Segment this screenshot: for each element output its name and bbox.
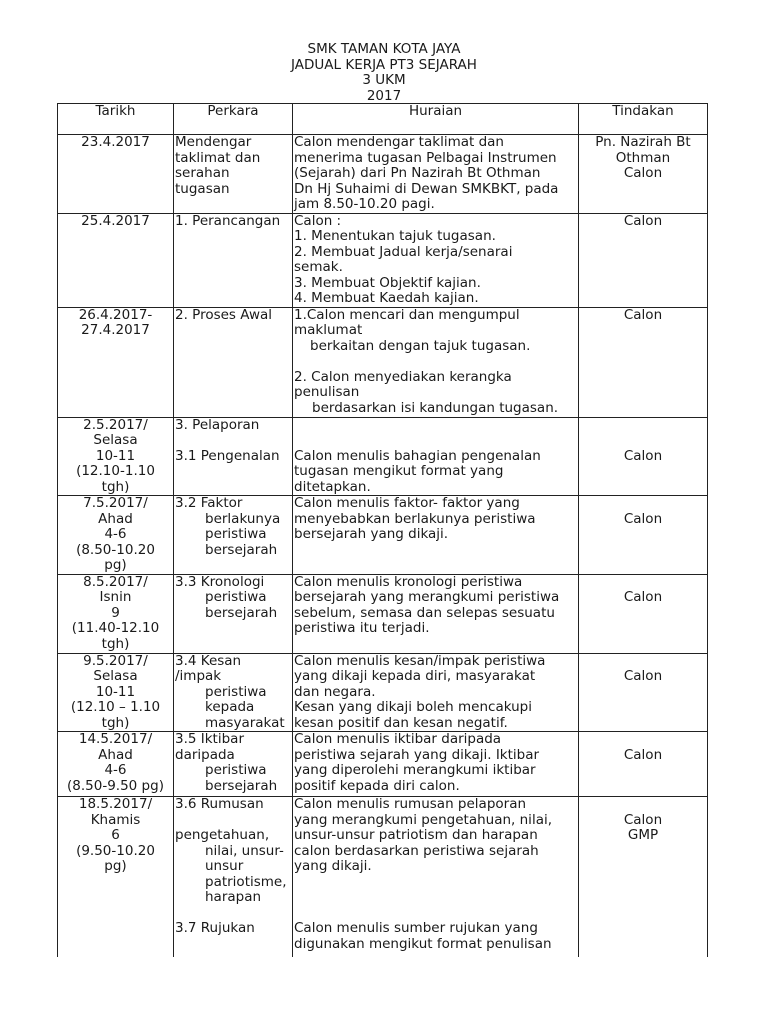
cell-tarikh: 25.4.2017	[58, 213, 174, 307]
cell-huraian: Calon mendengar taklimat dan menerima tugasan Pelbagai Instrumen (Sejarah) dari Pn Nazirah Bt Othman Dn Hj Suhaimi di Dewan SMKBKT, pada jam 8.50-10.20 pagi.	[293, 135, 579, 214]
cell-tarikh: 23.4.2017	[58, 135, 174, 214]
cell-huraian: Calon : 1. Menentukan tajuk tugasan. 2. Membuat Jadual kerja/senarai semak. 3. Membuat Objektif kajian. 4. Membuat Kaedah kajian.	[293, 213, 579, 307]
year-label: 2017	[366, 87, 402, 104]
table-row	[58, 417, 708, 496]
table-row	[58, 653, 708, 732]
document-title: JADUAL KERJA PT3 SEJARAH	[291, 56, 477, 73]
cell-tindakan: Calon	[579, 653, 708, 732]
table-row	[58, 307, 708, 417]
cell-perkara: 1. Perancangan	[174, 213, 293, 307]
cell-tarikh: 9.5.2017/ Selasa 10-11 (12.10 – 1.10 tgh)	[58, 653, 174, 732]
cell-tarikh: 18.5.2017/ Khamis 6 (9.50-10.20 pg)	[58, 797, 174, 957]
cell-perkara: 3. Pelaporan 3.1 Pengenalan	[174, 417, 293, 496]
cell-tindakan: Pn. Nazirah Bt Othman Calon	[579, 135, 708, 214]
cell-perkara: 3.5 Iktibar daripada peristiwa bersejarah	[174, 732, 293, 797]
cell-tarikh: 14.5.2017/ Ahad 4-6 (8.50-9.50 pg)	[58, 732, 174, 797]
cell-tindakan: Calon	[579, 213, 708, 307]
cell-huraian: Calon menulis iktibar daripada peristiwa sejarah yang dikaji. Iktibar yang diperolehi merangkumi iktibar positif kepada diri calon.	[293, 732, 579, 797]
document-header	[0, 42, 768, 104]
table-row	[58, 732, 708, 797]
table-row	[58, 496, 708, 575]
table-row	[58, 135, 708, 214]
cell-tarikh: 26.4.2017- 27.4.2017	[58, 307, 174, 417]
header-tindakan: Tindakan	[579, 104, 708, 135]
header-huraian: Huraian	[293, 104, 579, 135]
school-name: SMK TAMAN KOTA JAYA	[307, 41, 461, 57]
table-header-row	[58, 104, 708, 135]
table-row	[58, 213, 708, 307]
cell-tarikh: 8.5.2017/ Isnin 9 (11.40-12.10 tgh)	[58, 574, 174, 653]
cell-huraian: Calon menulis bahagian pengenalan tugasan mengikut format yang ditetapkan.	[293, 417, 579, 496]
cell-huraian: Calon menulis rumusan pelaporan yang merangkumi pengetahuan, nilai, unsur-unsur patriotism dan harapan calon berdasarkan peristiwa sejarah yang dikaji. Calon menulis sumber rujukan yang digunakan mengikut format penulisan	[293, 797, 579, 957]
cell-perkara: 3.2 Faktor berlakunya peristiwa bersejarah	[174, 496, 293, 575]
cell-huraian: 1.Calon mencari dan mengumpul maklumat berkaitan dengan tajuk tugasan. 2. Calon menyediakan kerangka penulisan berdasarkan isi kandungan tugasan.	[293, 307, 579, 417]
table-row	[58, 797, 708, 957]
cell-tindakan: Calon GMP	[579, 797, 708, 957]
cell-tarikh: 7.5.2017/ Ahad 4-6 (8.50-10.20 pg)	[58, 496, 174, 575]
table-row	[58, 574, 708, 653]
cell-perkara: 3.4 Kesan /impak peristiwa kepada masyarakat	[174, 653, 293, 732]
cell-huraian: Calon menulis kesan/impak peristiwa yang dikaji kepada diri, masyarakat dan negara. Kesan yang dikaji boleh mencakupi kesan positif dan kesan negatif.	[293, 653, 579, 732]
schedule-table	[57, 103, 708, 957]
cell-tindakan: Calon	[579, 307, 708, 417]
cell-tindakan: Calon	[579, 496, 708, 575]
class-name: 3 UKM	[362, 72, 406, 88]
cell-perkara: Mendengar taklimat dan serahan tugasan	[174, 135, 293, 214]
cell-perkara: 3.6 Rumusan pengetahuan, nilai, unsur- unsur patriotisme, harapan 3.7 Rujukan	[174, 797, 293, 957]
cell-tindakan: Calon	[579, 574, 708, 653]
header-tarikh: Tarikh	[58, 104, 174, 135]
cell-tarikh: 2.5.2017/ Selasa 10-11 (12.10-1.10 tgh)	[58, 417, 174, 496]
cell-perkara: 3.3 Kronologi peristiwa bersejarah	[174, 574, 293, 653]
cell-tindakan: Calon	[579, 732, 708, 797]
cell-tindakan: Calon	[579, 417, 708, 496]
cell-huraian: Calon menulis kronologi peristiwa bersejarah yang merangkumi peristiwa sebelum, semasa dan selepas sesuatu peristiwa itu terjadi.	[293, 574, 579, 653]
header-perkara: Perkara	[174, 104, 293, 135]
cell-perkara: 2. Proses Awal	[174, 307, 293, 417]
cell-huraian: Calon menulis faktor- faktor yang menyebabkan berlakunya peristiwa bersejarah yang dikaji.	[293, 496, 579, 575]
